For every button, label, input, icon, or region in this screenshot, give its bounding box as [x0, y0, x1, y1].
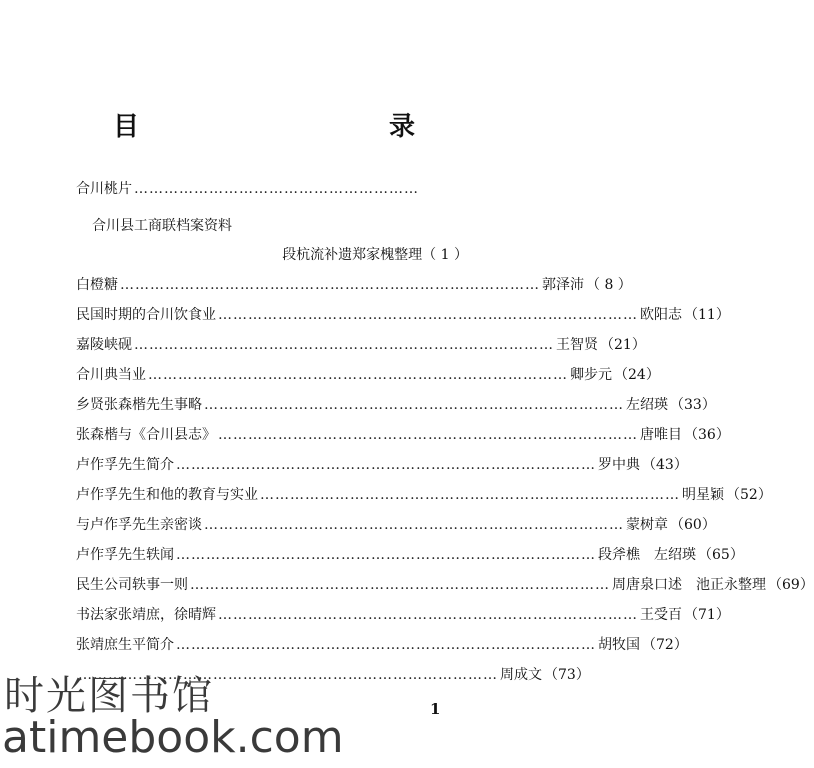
entry-title: 合川桃片: [76, 181, 132, 197]
entry-author: 卿步元: [570, 367, 612, 383]
entry-title: 嘉陵峡砚: [76, 337, 132, 353]
leader-dots: …………………………………………………………………………: [176, 547, 596, 563]
sub-heading: 合川县工商联档案资料: [92, 218, 232, 234]
entry-title: 张靖庶生平简介: [76, 637, 174, 653]
toc-entry-3: [76, 304, 730, 326]
entry-title: 民生公司轶事一则: [76, 577, 188, 593]
entry-title: 乡贤张森楷先生事略: [76, 397, 202, 413]
entry-author: 胡牧国: [598, 637, 640, 653]
toc-entry-4: [76, 334, 646, 356]
toc-entry-10: [76, 514, 716, 536]
leader-dots: …………………………………………………………………………: [190, 577, 610, 593]
toc-entry-7: [76, 424, 730, 446]
entry-author: 王受百: [640, 607, 682, 623]
entry-author: 罗中典: [598, 457, 640, 473]
leader-dots: …………………………………………………………………………: [218, 427, 638, 443]
leader-dots: …………………………………………………………………………: [176, 457, 596, 473]
entry-title: 张森楷与《合川县志》: [76, 427, 216, 443]
leader-dots: …………………………………………………………………………: [120, 277, 540, 293]
toc-entry-6: [76, 394, 716, 416]
leader-dots: …………………………………………………………………………: [218, 607, 638, 623]
watermark-url: atimebook.com: [2, 712, 344, 763]
entry-page: （72）: [642, 637, 688, 653]
entry-page: （33）: [670, 397, 716, 413]
entry-page: （ 8 ）: [586, 277, 632, 293]
entry-page: （69）: [768, 577, 814, 593]
entry-author: 郭泽沛: [542, 277, 584, 293]
toc-entry-2: [76, 274, 632, 296]
entry-page: （36）: [684, 427, 730, 443]
leader-dots: …………………………………………………………………………: [134, 337, 554, 353]
entry-title: 白橙糖: [76, 277, 118, 293]
leader-dots: …………………………………………………………………………: [78, 667, 498, 683]
entry-title: 合川典当业: [76, 367, 146, 383]
toc-entry-12: [76, 574, 814, 596]
entry-page: （65）: [698, 547, 744, 563]
entry-author: 欧阳志: [640, 307, 682, 323]
page-number: 1: [430, 700, 441, 718]
toc-entry-9: [76, 484, 772, 506]
toc-entry-14: [76, 634, 688, 656]
entry-page: （71）: [684, 607, 730, 623]
entry-title: 书法家张靖庶，徐晴辉: [76, 607, 216, 623]
leader-dots: …………………………………………………………………………: [148, 367, 568, 383]
watermark-text: 时光图书馆: [4, 673, 214, 719]
toc-entry-13: [76, 604, 730, 626]
entry-author: 周成文: [500, 667, 542, 683]
leader-dots: …………………………………………………………………………: [204, 397, 624, 413]
entry-author: 王智贤: [556, 337, 598, 353]
entry-page: （52）: [726, 487, 772, 503]
entry-author: 明星颖: [682, 487, 724, 503]
leader-dots: …………………………………………………………………………: [204, 517, 624, 533]
entry-page: （43）: [642, 457, 688, 473]
entry-title: 卢作孚先生和他的教育与实业: [76, 487, 258, 503]
entry-title: 与卢作孚先生亲密谈: [76, 517, 202, 533]
entry-author: 段斧樵 左绍瑛: [598, 547, 696, 563]
page-title: 目 录: [112, 112, 481, 142]
entry-author: 周唐泉口述 池正永整理: [612, 577, 766, 593]
entry-title: 卢作孚先生轶闻: [76, 547, 174, 563]
entry-author: 唐唯目: [640, 427, 682, 443]
toc-entry-11: [76, 544, 744, 566]
entry-author: 左绍瑛: [626, 397, 668, 413]
toc-entry-5: [76, 364, 660, 386]
leader-dots: …………………………………………………………………………: [176, 637, 596, 653]
entry-author: 蒙树章: [626, 517, 668, 533]
leader-dots: …………………………………………………: [134, 181, 419, 197]
sub-credit: 段杭流补遗郑家槐整理（ 1 ）: [282, 247, 468, 263]
entry-page: （60）: [670, 517, 716, 533]
entry-page: （21）: [600, 337, 646, 353]
entry-page: （73）: [544, 667, 590, 683]
leader-dots: …………………………………………………………………………: [218, 307, 638, 323]
toc-entry-1: [76, 178, 468, 200]
entry-title: 民国时期的合川饮食业: [76, 307, 216, 323]
entry-page: （11）: [684, 307, 730, 323]
leader-dots: …………………………………………………………………………: [260, 487, 680, 503]
toc-entry-8: [76, 454, 688, 476]
entry-page: （24）: [614, 367, 660, 383]
entry-title: 卢作孚先生简介: [76, 457, 174, 473]
